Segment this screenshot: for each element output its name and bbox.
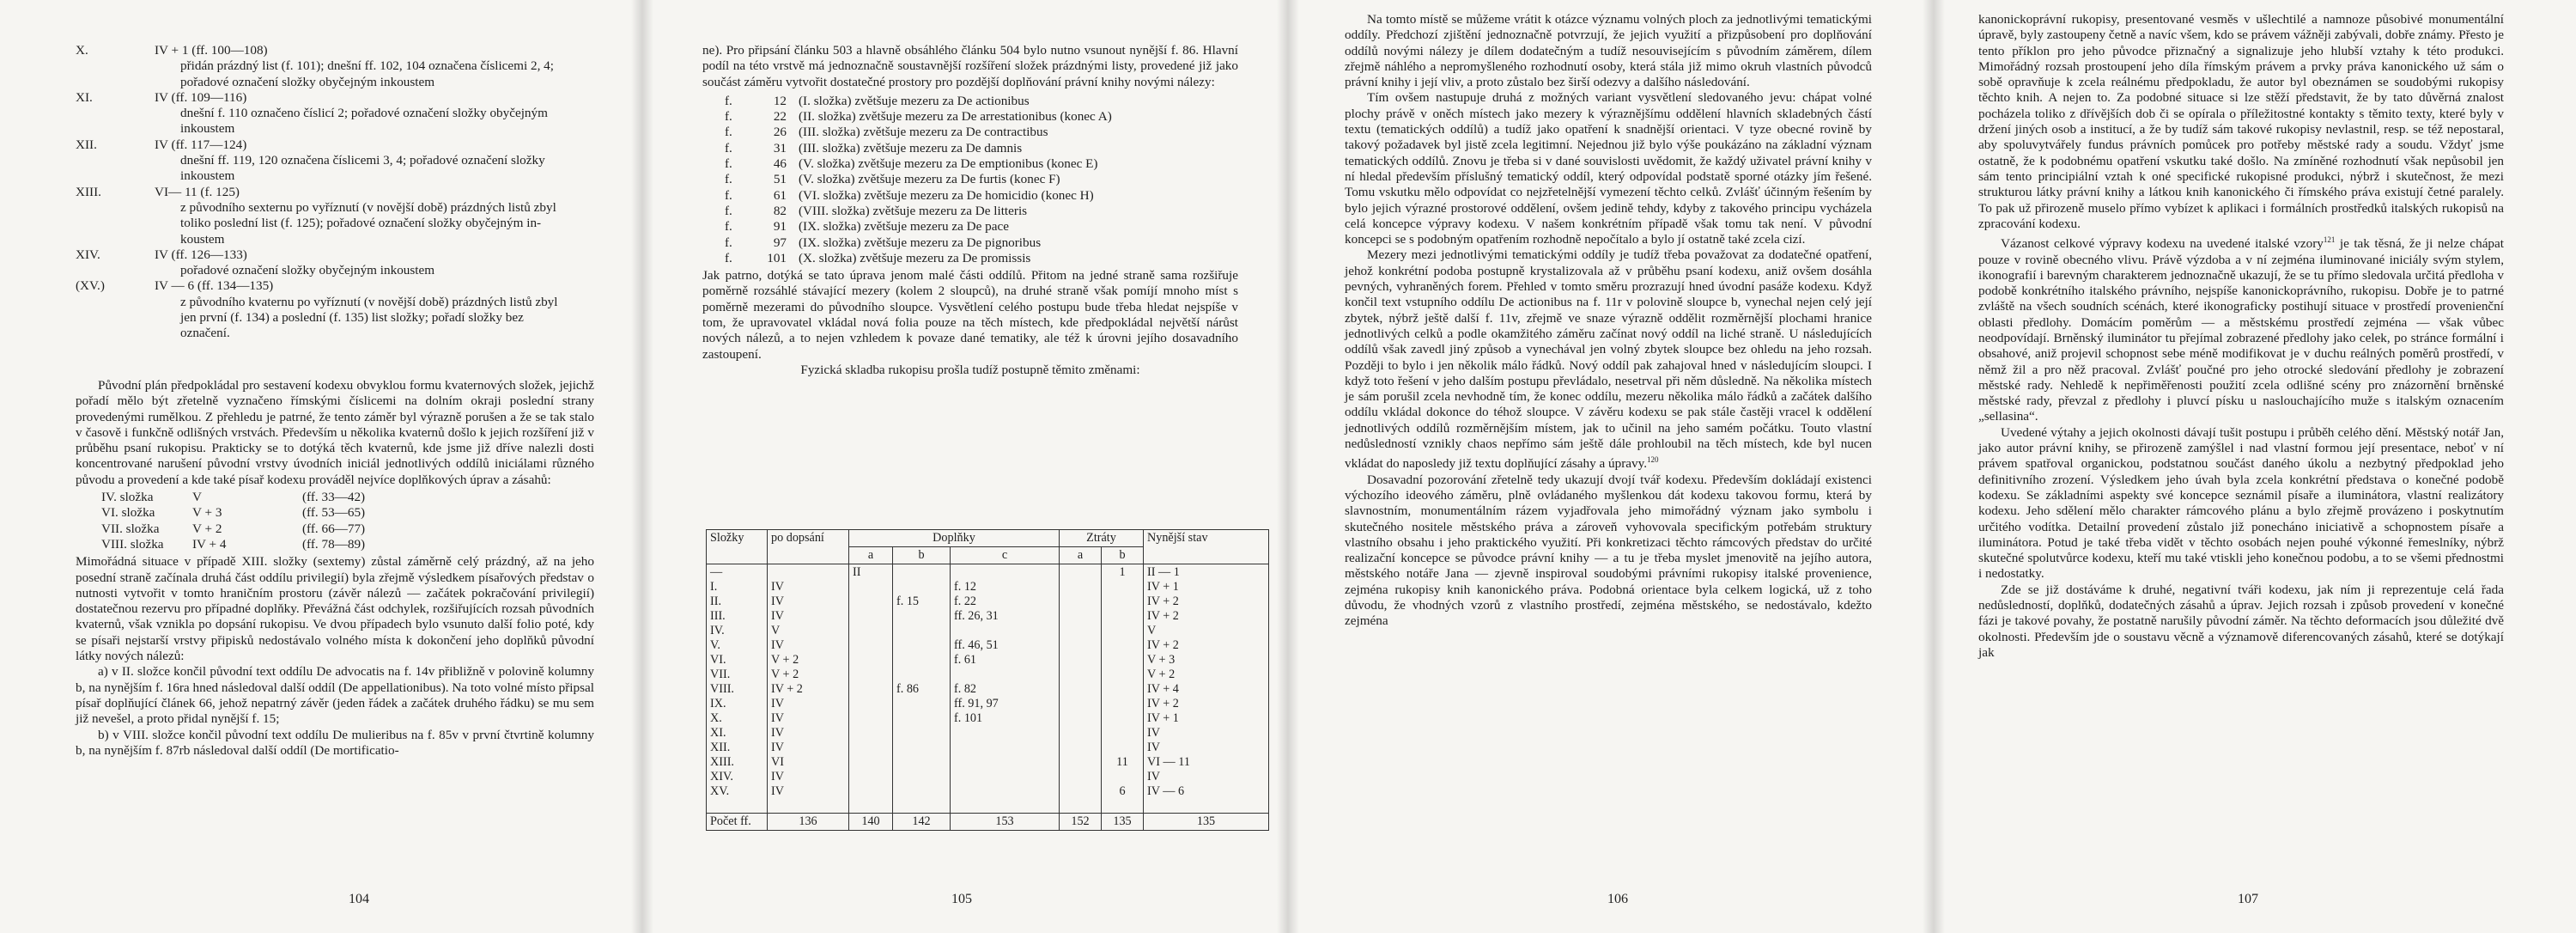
table-cell [896,580,946,595]
list-item: f. 97 (IX. složka) zvětšuje mezeru za De pignoribus [725,235,1042,250]
list-item: f. 31 (III. složka) zvětšuje mezeru za De damnis [725,140,1023,156]
table-cell: IV + 2 [771,682,803,696]
table-cell [896,638,946,653]
table-cell: XIII. [710,755,734,769]
list-item: f. 51 (V. složka) zvětšuje mezeru za De furtis (konec F) [725,172,1060,187]
table-cell [954,565,1055,580]
table-cell [896,653,946,668]
col-header: Nynější stav [1144,530,1269,564]
table-cell: IV [771,580,784,594]
table-cell: ff. 26, 31 [954,609,999,623]
table-cell: f. 61 [954,653,977,667]
table-cell [1105,741,1139,755]
list-item: f. 82 (VIII. složka) zvětšuje mezeru za De litteris [725,203,1028,218]
table-cell [1105,624,1139,638]
table-cell: VII. [710,668,731,681]
list-item: f. 46 (V. složka) zvětšuje mezeru za De emptionibus (konec E) [725,156,1098,172]
table-cell [954,668,1055,682]
table-cell [896,624,946,638]
table-cell [896,609,946,624]
quire-structure-table [706,529,1269,831]
table-cell [954,624,1055,638]
col-header: Ztráty [1060,530,1144,547]
table-cell: IV [771,741,784,754]
table-cell: IV [771,595,784,608]
table-cell [1105,580,1139,595]
body-text: kanonickoprávní rukopisy, presentované vesměs v ušlechtilé a namnoze působivé monumentální úpravě, byly zastoupeny četně a navíc všem, kdo se právem vážněji zabývali, dobře známy. Přesto je tento příklon pro jeho původce přiznačný a signalizuje jeho hlubší vztahy k této produkci. Mimořádný rozsah prostoupení jeho díla římským právem a prvky práva kanonického už sám o sobě opravňuje k zcela reálnému předpokladu, že autor byl obeznámen se soudobými rukopisy těchto knih. A nejen to. Za podobné situace si lze stěží představit, že by tato důvěrná znalost pocházela toliko z dřívějších dob či se opírala o příležitostné kontakty s těmito texty, které byly v držení jiných osob a institucí, a že by tudíž sám takové rukopisy nevlastnil, resp. se též nepostaral, aby spoluvytvářely fundus právních pomůcek pro potřeby městské rady a soudu. Vždyť jsme ostatně, že k podobnému opatření vskutku také došlo. Na zmíněné rozhodnutí však nepůsobil jen sám tento principiální vztah k oné specifické rukopisné produkci, nýbrž i skutečnost, že mezi strukturou látky právní knihy a látkou knih kanonického či římského práva existují četné paralely. To pak už přirozeně muselo přímo vybízet k aplikaci i formálních prostředků italských rukopisů na zpracování kodexu. Vázanost celkové výpravy kodexu na uvedené italské vzory$^{121}$ je tak těsná, že ji nelze chápat pouze v rovině obecného vlivu. Právě výzdoba a v ní zejména iluminované iniciály svým stylem, ikonografií i barevným charakterem jednoznačně ukazují, že se tu přímo sledovala určitá předloha v podobě konkrétního italského právního, nejspíše kanonickoprávního, rukopisu. Dobře je to patrné zvláště na všech soudních scénách, které ikonograficky postihují situace v prostředí provenienční oblasti předlohy. Domácím poměrům — a městskému prostředí zejména — však vůbec neodpovídají. Brněnský iluminátor tu přejímal zobrazené předlohy jako celek, po stránce formální i obsahové, aniž projevil schopnost sebe méně modifikovat je v duchu reálných poměrů prostředí, v němž žil a pro něž pracoval. Zvlášť poučné pro jeho otrocké sledování předlohy je zobrazení městské rady. Nehledě k nepřiměřenosti použití zcela odlišné scény pro znázornění brněnské městské rady, převzal z předlohy i pluvcí písku u naslouchajícího muže s italským oznacením „sellasina“. Uvedené výtahy a jejich okolnosti dávají tušit postupu i průběh celého dění. Městský notář Jan, jako autor právní knihy, se přirozeně zamýšlel i nad vlastní formou její presentace, neboť v ní právem spatřoval organickou, podstatnou součást daného úkolu a nezbytný předpoklad jeho definitivního zrození. Výsledkem jeho úvah byla zcela konkrétní představa o konečné podobě kodexu. Se základními aspekty své koncepce seznámil písaře a iluminátora, vlastní realizátory kodexu. Jeho sdělení mělo charakter rámcového plánu a bylo zřejmě provázeno i poskytnutím určitého vodítka. Detailní provedení zůstalo již ponecháno iniciativě a schopnostem písaře a iluminátora. Potud je také třeba vidět v těchto osobách nejen pouhé výkonné řemeslníky, nýbrž skutečné spolutvůrce kodexu, kteří mu také vtiskli jeho konečnou podobu, a to se všemi přednostmi i nedostatky. Zde se již dostáváme k druhé, negativní tváři kodexu, jak ním ji reprezentuje celá řada nedůsledností, doplňků, dodatečných zásahů a úprav. Jejich rozsah i způsob provedení v konečné fázi je takové povahy, že postatně narušily původní záměr. Na těchto deformacích jsou důležité dvě okolnosti. Především jde o soustavu věcně a významově diferencovaných zásahů, které se dotýkají jak [1978,12,2504,660]
table-cell: f. 101 [954,711,983,725]
table-cell: IV [771,784,784,798]
table-cell: XV. [710,784,730,798]
col-header: Doplňky [849,530,1060,547]
table-cell [1105,770,1139,784]
col-subheader: b [1102,547,1144,564]
table-cell: IV [771,638,784,652]
table-cell [896,668,946,682]
table-cell: IV + 2 [1147,697,1179,710]
page-number: 106 [1607,892,1628,906]
column-nynejsi-stav [1147,565,1265,799]
totals-row: Počet ff. 136 140 142 153 152 135 135 [707,814,1269,831]
table-cell [1105,711,1139,726]
table-cell [1105,726,1139,741]
quire-entry: (XV.) IV — 6 (ff. 134—135) z původního kvaternu po vyříznutí (v novější době) prázdných listů zbyl jen první (f. 134) a poslední (f. 135) list složky; pořadí složky bez označení. [76,278,558,341]
table-cell [1105,609,1139,624]
table-cell: I. [710,580,718,594]
table-cell: 11 [1116,755,1128,769]
table-cell: IX. [710,697,726,710]
body-text: Původní plán předpokládal pro sestavení kodexu obvyklou formu kvaternových složek, jejichž pořadí mělo být zřetelně vyznačeno římskými číslicemi na dolním okraji poslední strany provedenými rumělkou. Z přehledu je patrné, že tento záměr byl výrazně porušen a že se tak stalo v časově i funkčně odlišných vrstvách. Především u několika kvaternů došlo k jejich rozšíření již v průběhu psaní rukopisu. Prakticky se to dotýká těch kvaternů, kde jsme již dříve nalezli dosti koncentrované narušení původní vrstvy úvodních iniciál jednotlivých oddílů iniciálami různého původu a provedení a kde také písař kodexu prováděl nejvíce doplňkových úprav a zásahů: IV. složka V (ff. 33—42) VI. složka V + 3 (ff. 53—65) VII. složka V + 2 (ff. 66—77) VIII. složka IV + 4 (ff. 78—89) Mimořádná situace v případě XIII. složky (sextemy) zůstal záměrně celý prázdný, až na jeho posední straně začínala druhá část oddílu privilegií) byla zřejmě výsledkem písařových představ o nutnosti vytvořit v tomto hraničním prostoru (závěr nálezů — začátek pokračování privilegií) dostatečnou rezervu pro případné doplňky. Převážná část odchylek, rozšiřujících rozsah původních kvaternů, však vznikla po dopsání rukopisu. Ve dvou případech bylo vsunuto další folio poté, kdy se písaři nejstarší vrstvy připisků nedostávalo volného místa k dokončení jeho doplňků původní látky nových nálezů: a) v II. složce končil původní text oddílu De advocatis na f. 14v přibližně v polovině kolumny b, na nynějším f. 16ra hned následoval další oddíl (De appellationibus). Na toto volné místo připsal písař doplňující článek 66, jehož nepatrný závěr (jeden řádek a začátek druhého řádku) se mu sem již nevešel, a proto přidal nynější f. 15; b) v VIII. složce končil původní text oddílu De mulieribus na f. 85v v první čtvrtině kolumny b, na nynějším f. 87rb následoval další oddíl (De mortificatio- [76,378,594,758]
table-cell: ff. 46, 51 [954,638,999,652]
table-cell [1105,638,1139,653]
column-po-dopsani [771,565,845,799]
table-cell [1105,595,1139,609]
page-105 [642,0,1288,933]
table-cell: V. [710,638,720,652]
page-107 [1934,0,2576,933]
column-slozky [710,565,763,799]
table-cell: f. 15 [896,595,920,608]
list-item: f. 26 (III. složka) zvětšuje mezeru za De contractibus [725,125,1048,140]
table-cell: II — 1 [1147,565,1180,579]
quire-list [76,43,594,342]
table-cell: IV + 1 [1147,711,1179,725]
column-doplnky-c [954,565,1055,726]
table-cell: IV + 4 [1147,682,1179,696]
table-cell: IV — 6 [1147,784,1185,798]
table-cell: f. 86 [896,682,920,696]
table-cell: XIV. [710,770,733,784]
col-subheader: a [1060,547,1102,564]
table-cell: VI. [710,653,726,667]
table-cell [771,565,845,580]
table-cell: IV. [710,624,725,637]
table-cell: IV [771,770,784,784]
table-cell: II [853,565,861,579]
column-doplnky-b [896,565,946,697]
list-item: f. 91 (IX. složka) zvětšuje mezeru za De pace [725,219,1009,235]
list-item: f. 61 (VI. složka) zvětšuje mezeru za De homicidio (konec H) [725,187,1094,203]
list-item: f. 22 (II. složka) zvětšuje mezeru za De arrestationibus (konec A) [725,109,1112,125]
table-cell: IV + 2 [1147,595,1179,608]
quire-entry: XI. IV (ff. 109—116) dnešní f. 110 označeno číslicí 2; pořadové označení složky obyčejným inkoustem [76,89,548,137]
table-cell [1105,653,1139,668]
column-doplnky-a [853,565,889,580]
table-cell: IV + 1 [1147,580,1179,594]
table-cell: X. [710,711,722,725]
table-cell: IV + 2 [1147,638,1179,652]
table-cell: VI [771,755,784,769]
page-gutter [631,0,653,933]
table-cell: IV [1147,770,1160,784]
page-gutter [1923,0,1945,933]
table-cell: IV [1147,726,1160,740]
table-cell: f. 22 [954,595,977,608]
quire-entry: XII. IV (ff. 117—124) dnešní ff. 119, 120 označena číslicemi 3, 4; pořadové označení složky inkoustem [76,137,545,184]
list-item: f. 12 (I. složka) zvětšuje mezeru za De actionibus [725,93,1030,108]
table-cell: V [1147,624,1157,637]
column-ztraty-b [1105,565,1139,799]
page-number: 107 [2238,892,2258,906]
table-cell [1105,668,1139,682]
table-caption: Fyzická skladba rukopisu prošla tudíž postupně těmito změnami: [800,362,1140,377]
table-cell: V + 2 [771,668,799,681]
body-text: Na tomto místě se můžeme vrátit k otázce významu volných ploch za jednotlivými tematickými oddíly. Předchozí zjištění jednoznačně potvrzují, že jejich využití a přizpůsobení pro doplňování oddílů novými nálezy je dílem dodatečným a tudíž nesouvisejícím s původním záměrem, dílem zřejmě náhlého a nepromyšleného rozhodnutí osoby, která stála již mimo okruh vlastních původců právní knihy i její vliv, a proto zůstalo bez širší odezvy a dalšího následování. Tím ovšem nastupuje druhá z možných variant vysvětlení sledovaného jevu: chápat volné plochy právě v oněch místech jako mezery k výraznějšímu oddělení hlavních skladebných částí textu (tematických oddílů) a tudíž jako opatření k snadnější orientaci. V tyze obecné rovině by takový požadavek byl jistě zcela legitimní. Nejednou již bylo výše poukázáno na základní význam tematických oddílů. Znovu je třeba si v dané souvislosti uvědomit, že každý uživatel právní knihy v ní hledal především příslušný tematický oddíl, který odpovídal podstatě sporné otázky jím řešené. Tomu vskutku mělo odpovídat co nejzřetelnější vymezení těchto celků. Zvlášť účinným řešením by bylo jejich výrazné prostorové oddělení, ovšem jedině tehdy, kdyby z takového principu vycházela celá koncepce výpravy kodexu. V našem konkrétním případě však tomu tak není. V původní koncepci se s podobným opatřením rozhodně nepočítalo a bylo jí ostatně také zcela cizí. Mezery mezi jednotlivými tematickými oddíly je tudíž třeba považovat za dodatečné opatření, jehož konkrétní podoba postupně krystalizovala až v průběhu psaní kodexu, aniž ovšem dosáhla pevných, vyhraněných forem. Přehled v tomto směru prozrazují hned úvodní pasáže kodexu. Když končil text vstupního oddílu De actionibus na f. 11r v polovině sloupce b, vynechal nejen celý její zbytek, nýbrž ještě další f. 11v, zřejmě ve snaze výrazně oddělit rozměrnější plochami hranice jednotlivých celků a podle okamžitého záměru začínat nový oddíl na liché straně. U následujících oddílů však zavedl jiný způsob a vynechával jen volný zbytek sloupce bez ohledu na jeho rozsah. Později to bylo i jen několik málo řádků. Nový oddíl pak zahajoval hned v následujícím sloupci. I když toto řešení v jeho dalším postupu převládalo, nesetrval při něm důsledně. Na několika místech je sám porušil zcela nevhodně tím, že konec oddílu, mezeru několika málo řádků a začátek dalšího oddílu vkládal dokonce do téhož sloupce. V závěru kodexu se pak stále častěji vracel k oddělení jednotlivých oddílů rozměrnějším místem, jak to učinil na jeho samém počátku. Touto vlastní nedůsledností vznikly chaos nepřímo sám ještě dále prohloubil na těch místech, kde byl nucen vkládat do naposledy již textu doplňující zásahy a úpravy.$^{120}$ Dosavadní pozorování zřetelně tedy ukazují dvojí tvář kodexu. Především dokládají existenci výchozího ideového záměru, plně ovládaného myšlenkou dát kodexu takovou formu, která by slavnostním, monumentálním rázem vyjadřovala jeho mimořádný význam jako symbolu i skutečného nositele městského práva a zároveň vyhovovala specifickým potřebám struktury vlastního obsahu i jeho praktického využití. Při konkretizaci těchto rámcových představ do určité realizační koncepce se původce právní knihy — a tu je třeba myslet jmenovitě na jejího autora, městského notáře Jana — zjevně inspiroval soudobými právními rukopisy italské provenience, zejména rukopisy knih kanonického práva. Podobná orientace byla celkem logická, už z toho důvodu, že vhodných vzorů z vlastního prostředí, zejména městského, se nedostávalo, kdežto zejména [1345,12,1872,629]
col-header: Složky [707,530,768,564]
quire-levels: IV. složka V (ff. 33—42) VI. složka V + 3 (ff. 53—65) VII. složka V + 2 (ff. 66—77) VIII. složka IV + 4 (ff. 78—89) [101,490,366,552]
quire-entry: XIV. IV (ff. 126—133) pořadové označení složky obyčejným inkoustem [76,247,435,278]
insertion-list [725,94,1238,266]
table-cell: IV [771,726,784,740]
table-cell: IV [771,697,784,710]
quire-entry: X. IV + 1 (ff. 100—108) přidán prázdný list (f. 101); dnešní ff. 102, 104 označena číslicemi 2, 4; pořadové označení složky obyčejným inkoustem [76,43,554,89]
table-cell: IV [1147,741,1160,754]
table-cell [896,565,946,580]
table-cell: f. 82 [954,682,977,696]
col-header: po dopsání [768,530,849,564]
col-subheader: b [893,547,951,564]
table-cell: f. 12 [954,580,977,594]
table-cell: VI — 11 [1147,755,1190,769]
col-subheader: a [849,547,893,564]
table-cell [1105,697,1139,711]
table-cell: 6 [1119,784,1126,798]
table-cell: V + 2 [1147,668,1176,681]
table-cell: IV [771,711,784,725]
page-106 [1288,0,1934,933]
list-item: f. 101 (X. složka) zvětšuje mezeru za De promissis [725,250,1031,265]
table-cell: XII. [710,741,731,754]
table-cell: XI. [710,726,726,740]
page-104 [0,0,642,933]
table-cell: V + 2 [771,653,799,667]
table-cell: II. [710,595,721,608]
table-cell: III. [710,609,726,623]
table-cell: V + 3 [1147,653,1176,667]
table-cell: — [710,565,723,579]
table-cell: IV [771,609,784,623]
table-cell [1105,682,1139,697]
table-cell: VIII. [710,682,734,696]
page-gutter [1277,0,1299,933]
table-cell: 1 [1119,565,1126,579]
table-cell: V [771,624,781,637]
body-text: ne). Pro připsání článku 503 a hlavně obsáhlého článku 504 bylo nutno vsunout nynější f. 86. Hlavní podíl na této vrstvě má jednoznačně soustavnější rozšíření složek prázdnými listy, provedené již jako součást záměru vytvořit dostatečné prostory pro pozdější doplňování právní knihy novými nálezy: f. 12 (I. složka) zvětšuje mezeru za De actionibus f. 22 (II. složka) zvětšuje mezeru za De arrestationibus (konec A) f. 26 (III. složka) zvětšuje mezeru za De contractibus f. 31 (III. složka) zvětšuje mezeru za De damnis f. 46 (V. složka) zvětšuje mezeru za De emptionibus (konec E) f. 51 (V. složka) zvětšuje mezeru za De furtis (konec F) f. 61 (VI. složka) zvětšuje mezeru za De homicidio (konec H) f. 82 (VIII. složka) zvětšuje mezeru za De litteris f. 91 (IX. složka) zvětšuje mezeru za De pace f. 97 (IX. složka) zvětšuje mezeru za De pignoribus f. 101 (X. složka) zvětšuje mezeru za De promissis Jak patrno, dotýká se tato úprava jenom malé části oddílů. Přitom na jedné straně sama rozšiřuje poměrně rozsáhlé stávající mezery (kolem 2 sloupců), na druhé straně však pomíjí mnoho míst s poměrně mezerami do původního sloupce. Vysvětlení celého postupu bude třeba hledat nejspíše v tom, že upravovatel vkládal nová folia pouze na těch místech, kde předpokládal největší nárůst nových nálezů, a to nejen vzhledem k povaze dané tematiky, ale též k úrovni jejího dosavadního zastoupení. Fyzická skladba rukopisu prošla tudíž postupně těmito změnami: [702,43,1238,377]
page-number: 104 [349,892,369,906]
col-subheader: c [951,547,1060,564]
quire-entry: XIII. VI— 11 (f. 125) z původního sexternu po vyříznutí (v novější době) prázdných listů zbyl toliko poslední list (f. 125); pořadové označení složky obyčejným in- koustem [76,184,556,247]
table-cell: ff. 91, 97 [954,697,999,710]
page-number: 105 [951,892,972,906]
table-cell: IV + 2 [1147,609,1179,623]
